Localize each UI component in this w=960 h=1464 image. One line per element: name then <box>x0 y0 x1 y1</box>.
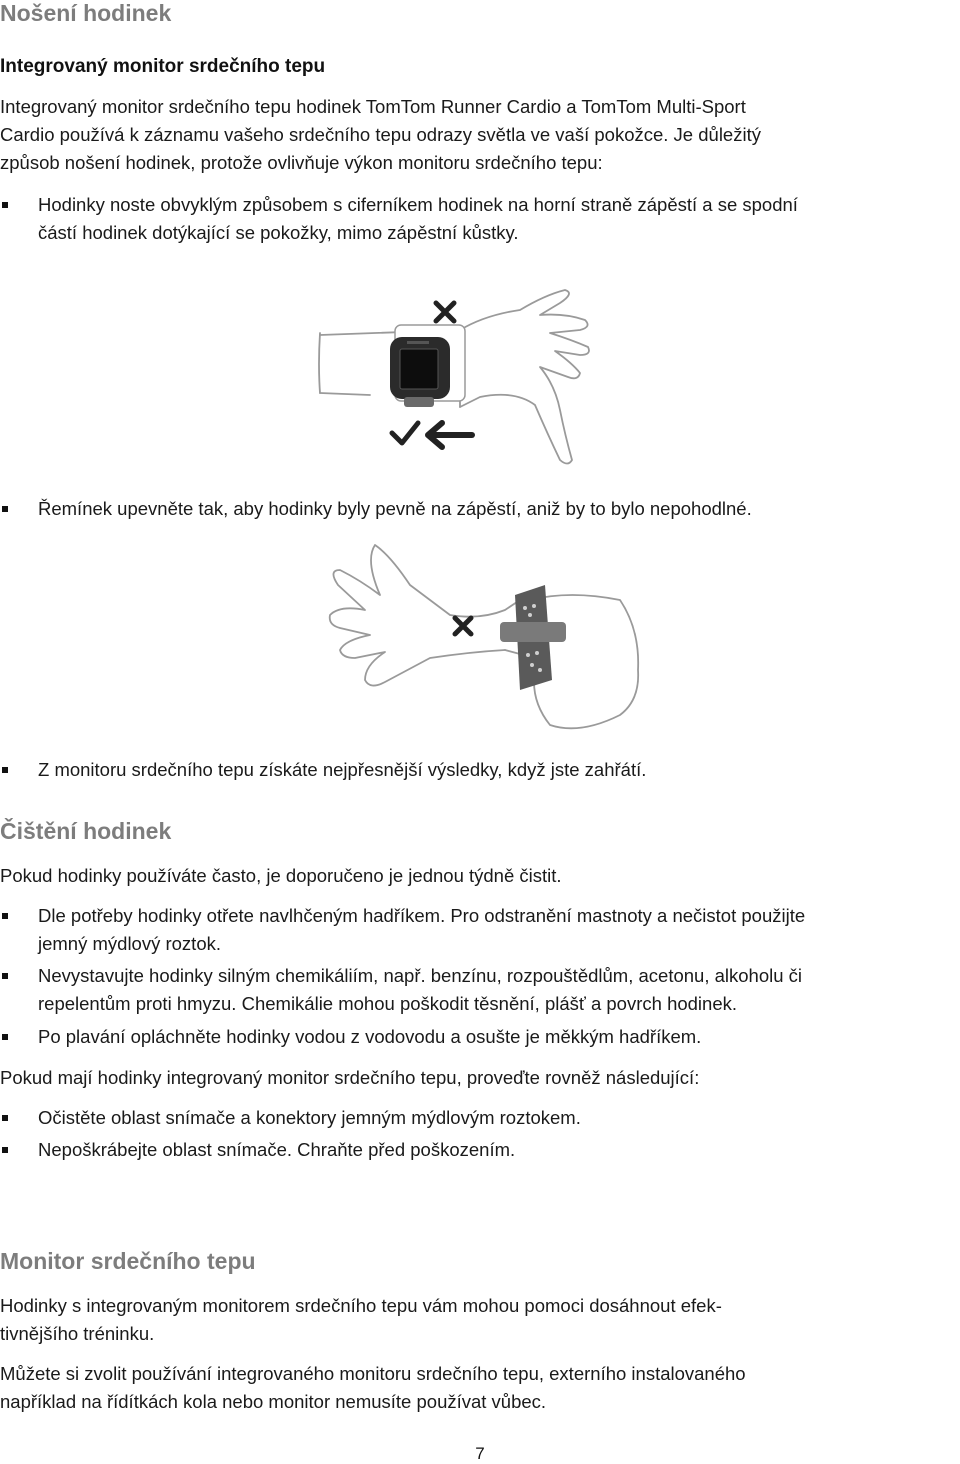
section-title-cleaning: Čištění hodinek <box>0 818 172 844</box>
intro-line-3: způsob nošení hodinek, protože ovlivňuje výkon monitoru srdečního tepu: <box>0 152 603 173</box>
bullet-marker <box>2 1115 8 1121</box>
watch <box>390 325 465 407</box>
arrow-left-icon <box>428 423 472 447</box>
intro-line-1: Integrovaný monitor srdečního tepu hodinek TomTom Runner Cardio a TomTom Multi-Sport <box>0 96 746 117</box>
subtitle-integrated-hrm: Integrovaný monitor srdečního tepu <box>0 56 326 77</box>
cross-mark-icon <box>455 618 471 634</box>
bullet-line-1: Dle potřeby hodinky otřete navlhčeným hadříkem. Pro odstranění mastnoty a nečistot použijte <box>38 905 806 926</box>
paragraph-line-1: Můžete si zvolit používání integrovaného monitoru srdečního tepu, externího instalovaného <box>0 1363 746 1384</box>
bullet-line-2: jemný mýdlový roztok. <box>38 933 221 954</box>
bullet-warm-up <box>0 756 960 784</box>
illustration-watch-on-wrist <box>310 285 600 475</box>
cross-mark-icon <box>436 303 454 321</box>
hand-outline <box>330 545 638 728</box>
bullet-marker <box>2 973 8 979</box>
bullet-text: Očistěte oblast snímače a konektory jemným mýdlovým roztokem. <box>38 1107 581 1128</box>
bullet-marker <box>2 913 8 919</box>
section-title-hrm: Monitor srdečního tepu <box>0 1248 256 1274</box>
bullet-text: Z monitoru srdečního tepu získáte nejpřesnější výsledky, když jste zahřátí. <box>38 759 647 780</box>
bullet-wipe <box>0 902 960 958</box>
bullet-marker <box>2 767 8 773</box>
bullet-marker <box>2 1147 8 1153</box>
paragraph-line-2: tivnějšího tréninku. <box>0 1323 155 1344</box>
illustration-strap-tightening <box>320 540 650 740</box>
bullet-text: Řemínek upevněte tak, aby hodinky byly pevně na zápěstí, aniž by to bylo nepohodlné. <box>38 498 752 519</box>
bullet-wear-position <box>0 191 960 247</box>
paragraph-line-1: Hodinky s integrovaným monitorem srdečního tepu vám mohou pomoci dosáhnout efek- <box>0 1295 722 1316</box>
bullet-line-2: částí hodinek dotýkající se pokožky, mimo zápěstní kůstky. <box>38 222 519 243</box>
cleaning-intro-2: Pokud mají hodinky integrovaný monitor srdečního tepu, proveďte rovněž následující: <box>0 1067 700 1088</box>
hrm-paragraph-2 <box>0 1360 960 1416</box>
bullet-text: Po plavání opláchněte hodinky vodou z vodovodu a osušte je měkkým hadříkem. <box>38 1026 702 1047</box>
bullet-no-scratch <box>0 1136 960 1164</box>
page-number: 7 <box>475 1444 485 1463</box>
bullet-rinse <box>0 1023 960 1051</box>
check-mark-icon <box>392 423 418 443</box>
paragraph-line-2: například na řídítkách kola nebo monitor nemusíte používat vůbec. <box>0 1391 547 1412</box>
bullet-marker <box>2 202 8 208</box>
bullet-line-1: Nevystavujte hodinky silným chemikáliím, např. benzínu, rozpouštědlům, acetonu, alkoholu či <box>38 965 803 986</box>
bullet-line-1: Hodinky noste obvyklým způsobem s ciferníkem hodinek na horní straně zápěstí a se spodní <box>38 194 798 215</box>
bullet-marker <box>2 1034 8 1040</box>
cleaning-intro: Pokud hodinky používáte často, je doporučeno je jednou týdně čistit. <box>0 865 562 886</box>
intro-line-2: Cardio používá k záznamu vašeho srdečního tepu odrazy světla ve vaší pokožce. Je důležitý <box>0 124 761 145</box>
watch-strap <box>500 585 566 690</box>
bullet-clean-sensor <box>0 1104 960 1132</box>
intro-paragraph <box>0 93 960 177</box>
section-title-wearing: Nošení hodinek <box>0 0 172 26</box>
bullet-marker <box>2 506 8 512</box>
hrm-paragraph-1 <box>0 1292 960 1348</box>
bullet-strap-fit <box>0 495 960 523</box>
bullet-line-2: repelentům proti hmyzu. Chemikálie mohou poškodit těsnění, plášť a povrch hodinek. <box>38 993 738 1014</box>
bullet-text: Nepoškrábejte oblast snímače. Chraňte před poškozením. <box>38 1139 516 1160</box>
bullet-chemicals <box>0 962 960 1018</box>
